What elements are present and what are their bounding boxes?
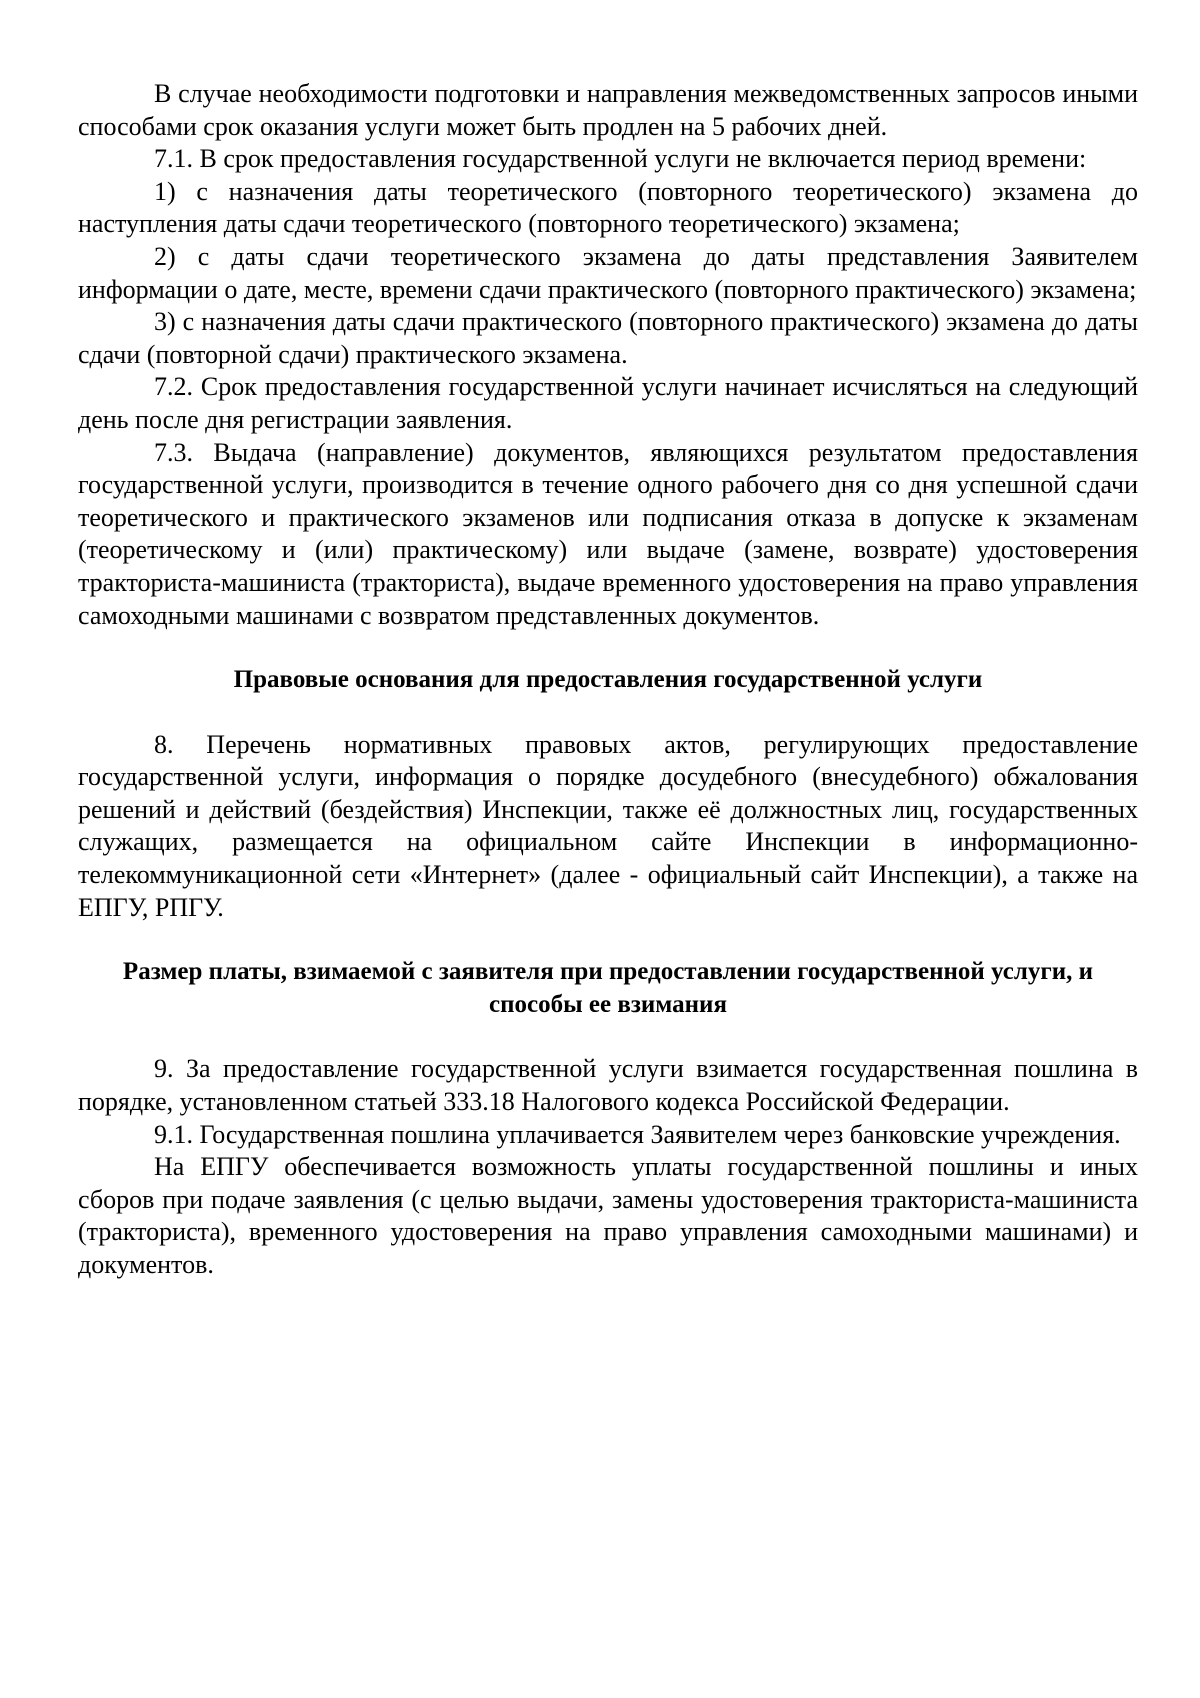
section-gap <box>78 697 1138 729</box>
paragraph-9: 9. За предоставление государственной услуги взимается государственная пошлина в порядке, установленном статьей 333.18 Налогового кодекса Российской Федерации. <box>78 1054 1138 1117</box>
section-gap <box>78 924 1138 956</box>
paragraph-7-2: 7.2. Срок предоставления государственной услуги начинает исчисляться на следующий день после дня регистрации заявления. <box>78 372 1138 434</box>
section-gap <box>78 632 1138 664</box>
paragraph-7-1-item-1: 1) с назначения даты теоретического (повторного теоретического) экзамена до наступления даты сдачи теоретического (повторного теоретического) экзамена; <box>78 176 1138 239</box>
section-gap <box>78 1021 1138 1053</box>
paragraph-epgu-payment: На ЕПГУ обеспечивается возможность уплаты государственной пошлины и иных сборов при подаче заявления (с целью выдачи, замены удостоверения тракториста-машиниста (тракториста), временного удостоверения на право управления самоходными машинами) и документов. <box>78 1152 1138 1279</box>
heading-fee: Размер платы, взимаемой с заявителя при предоставлении государственной услуги, и способы ее взимания <box>122 958 1094 1018</box>
paragraph-8: 8. Перечень нормативных правовых актов, регулирующих предоставление государственной услуги, информация о порядке досудебного (внесудебного) обжалования решений и действий (бездействия) Инспекции, также её должностных лиц, государственных служащих, размещается на официальном сайте Инспекции в информационно-телекоммуникационной сети «Интернет» (далее - официальный сайт Инспекции), а также на ЕПГУ, РПГУ. <box>78 729 1138 922</box>
heading-legal-basis: Правовые основания для предоставления государственной услуги <box>233 666 983 694</box>
paragraph-extension-term: В случае необходимости подготовки и направления межведомственных запросов иными способами срок оказания услуги может быть продлен на 5 рабочих дней. <box>78 79 1138 141</box>
paragraph-9-1: 9.1. Государственная пошлина уплачивается Заявителем через банковские учреждения. <box>154 1119 1121 1149</box>
paragraph-7-1: 7.1. В срок предоставления государственной услуги не включается период времени: <box>154 144 1087 174</box>
paragraph-7-1-item-2: 2) с даты сдачи теоретического экзамена до даты представления Заявителем информации о дате, месте, времени сдачи практического (повторного практического) экзамена; <box>78 241 1138 304</box>
paragraph-7-1-item-3: 3) с назначения даты сдачи практического (повторного практического) экзамена до даты сдачи (повторной сдачи) практического экзамена. <box>78 307 1138 369</box>
document-page <box>78 78 1138 1282</box>
paragraph-7-3: 7.3. Выдача (направление) документов, являющихся результатом предоставления государственной услуги, производится в течение одного рабочего дня со дня успешной сдачи теоретического и практического экзаменов или подписания отказа в допуске к экзаменам (теоретическому и (или) практическому) или выдаче (замене, возврате) удостоверения тракториста-машиниста (тракториста), выдаче временного удостоверения на право управления самоходными машинами с возвратом представленных документов. <box>78 437 1138 630</box>
